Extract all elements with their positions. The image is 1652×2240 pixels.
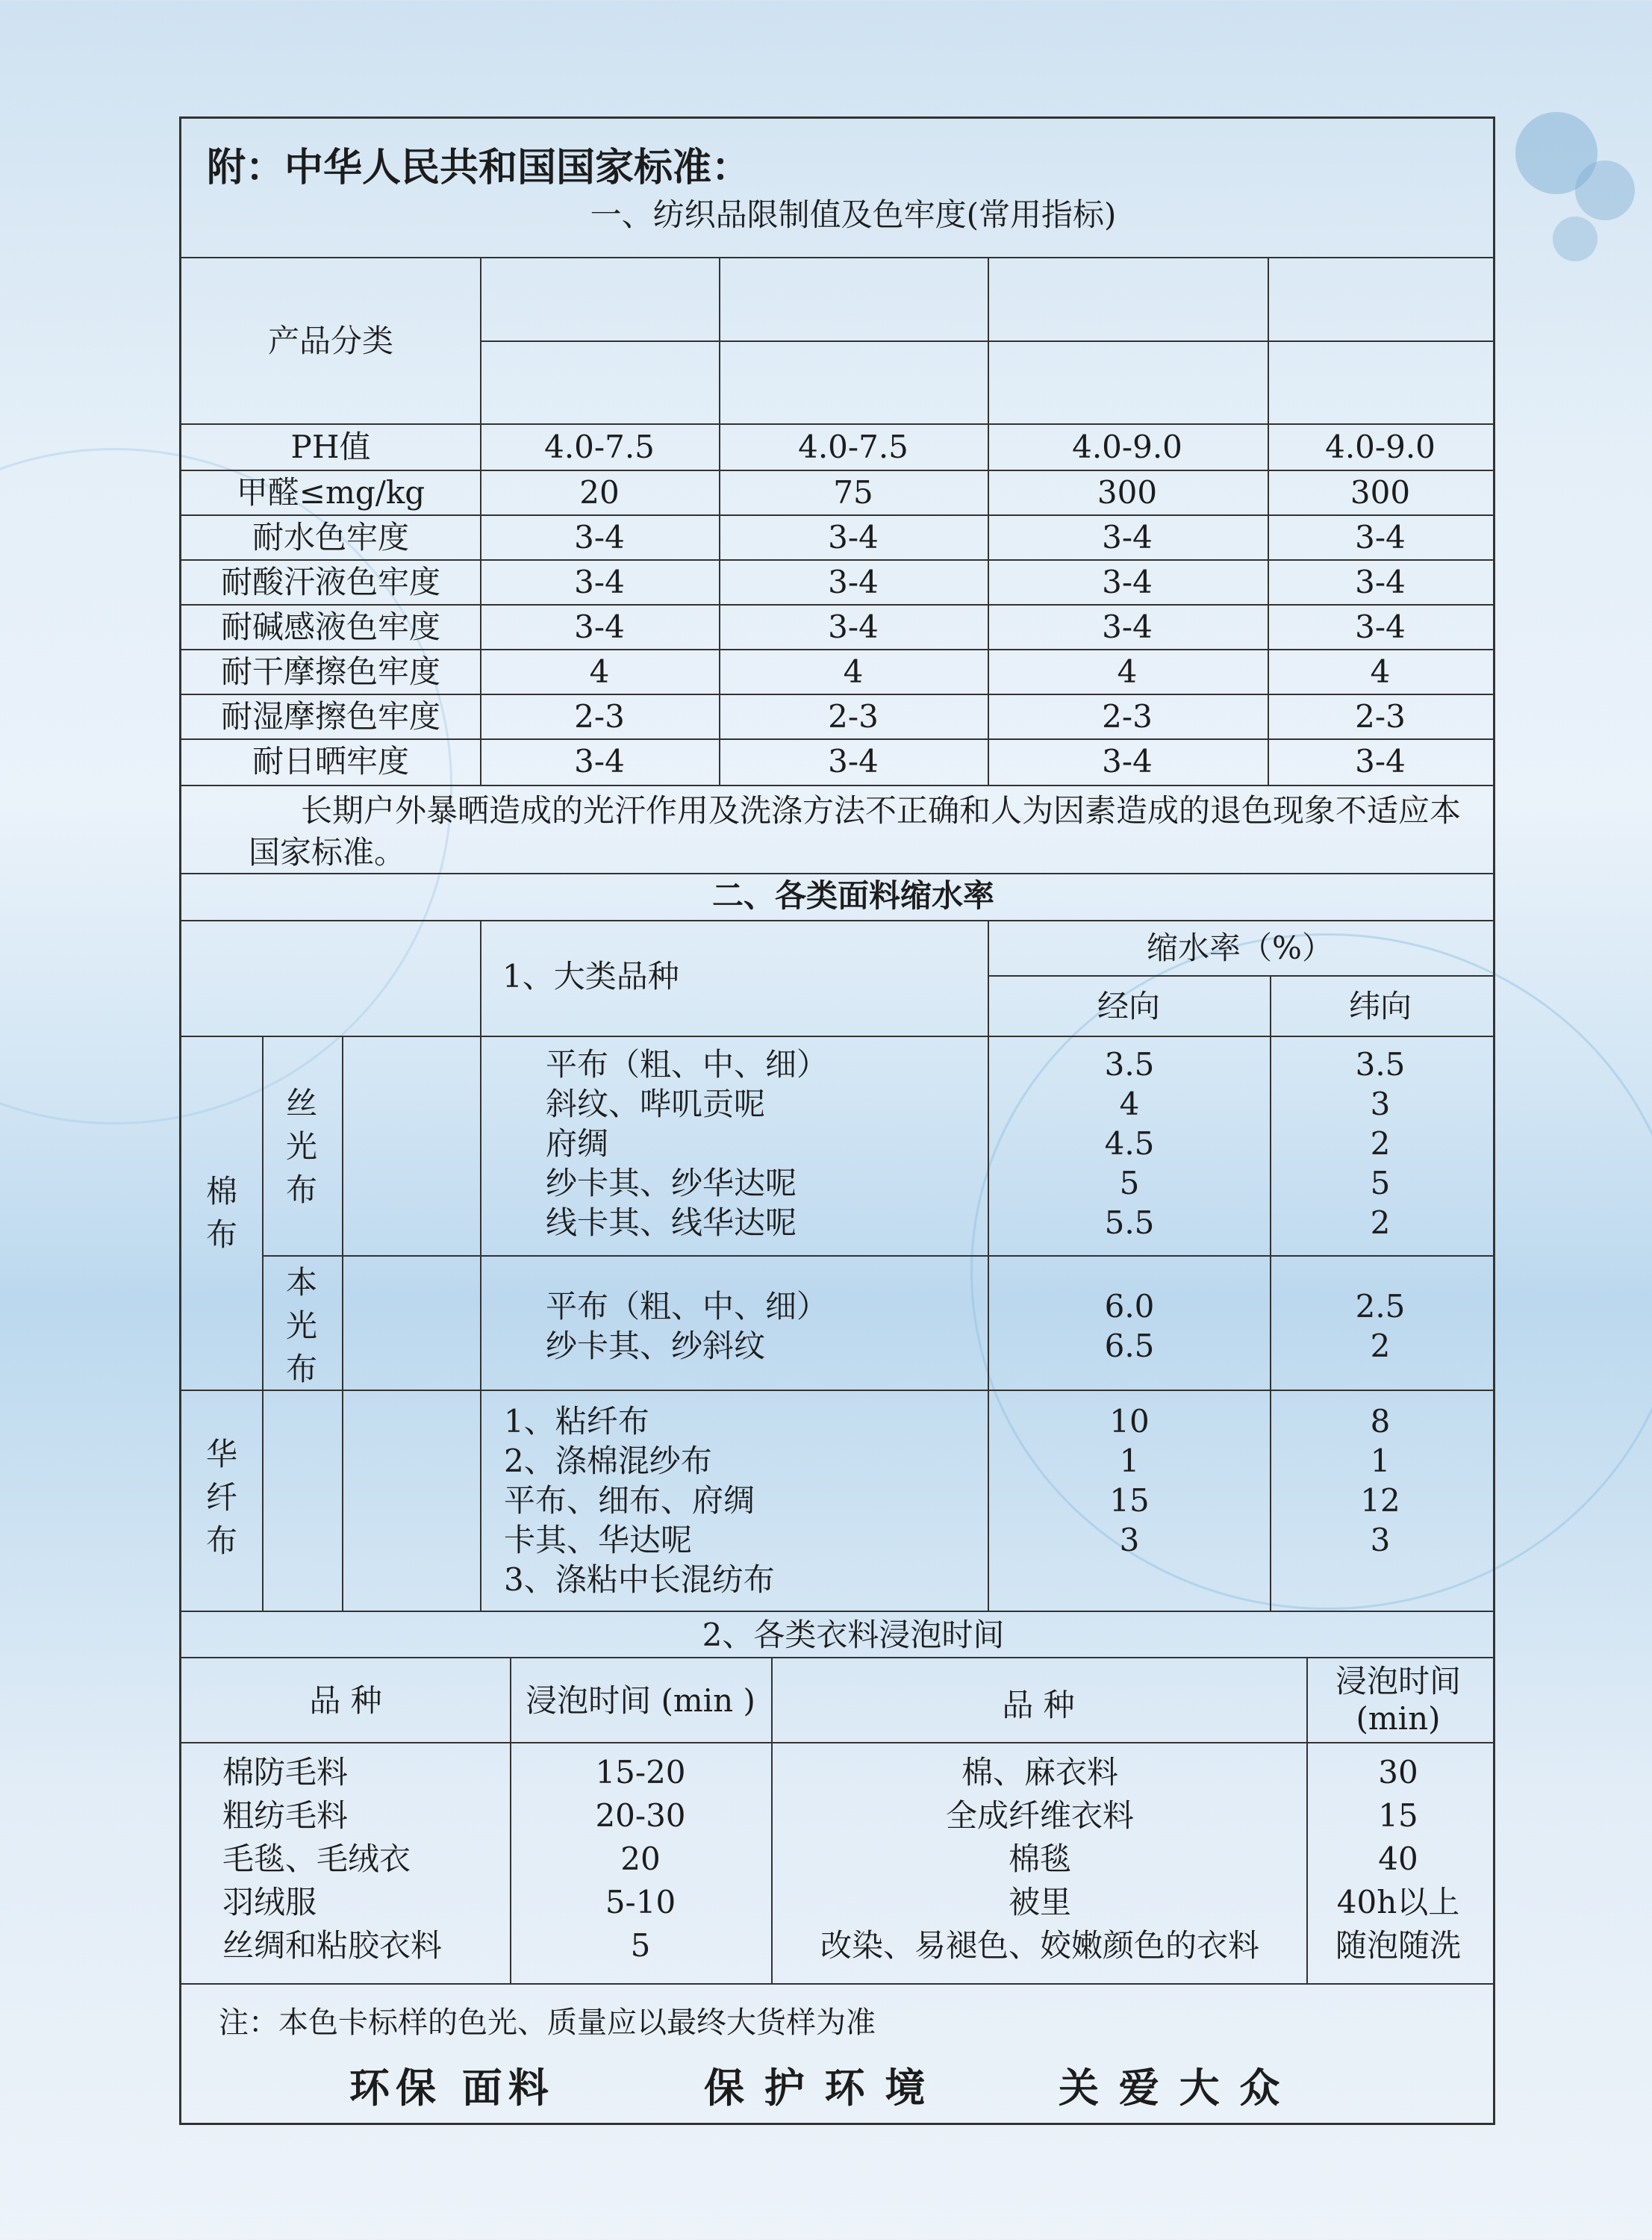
synthetic-items: [504, 1401, 775, 1599]
table-rule: [262, 1255, 1493, 1257]
soak-time: 20-30: [595, 1797, 686, 1834]
soak-header-time-unit: (min): [1356, 1700, 1441, 1737]
group-label-cotton: 棉布: [206, 1173, 238, 1253]
table-cell: 3-4: [828, 519, 879, 556]
list-item: 棉毯: [1008, 1841, 1071, 1877]
table-cell: 3-4: [574, 743, 625, 780]
table-rule: [181, 423, 1493, 425]
soak-time: 5: [630, 1927, 651, 1964]
mercerized-items: [546, 1045, 828, 1242]
weft-value: 1: [1370, 1443, 1391, 1479]
table-rule: [988, 975, 1493, 977]
row-label: 耐碱感液色牢度: [220, 609, 441, 645]
table-cell: 3-4: [1102, 743, 1153, 780]
table-rule: [181, 559, 1493, 561]
plain-warp: [1077, 1287, 1182, 1366]
table-rule: [1270, 975, 1271, 1611]
slogan-care-public: 关 爱 大 众: [1059, 2064, 1283, 2112]
list-item: 平布、细布、府绸: [504, 1482, 755, 1519]
table-cell: 2-3: [574, 698, 625, 735]
table-cell: 3-4: [1355, 564, 1406, 600]
list-item: 全成纤维衣料: [945, 1797, 1134, 1834]
table-cell: 3-4: [1355, 519, 1406, 556]
table-cell: 4: [1370, 653, 1391, 690]
list-item: 卡其、华达呢: [504, 1522, 693, 1558]
table-cell: 3-4: [1102, 609, 1153, 645]
weft-value: 2.5: [1355, 1288, 1406, 1325]
table-rule: [181, 785, 1493, 786]
row-label: 耐干摩擦色牢度: [220, 653, 441, 690]
warp-value: 10: [1109, 1403, 1150, 1440]
list-item: 羽绒服: [222, 1884, 317, 1920]
weft-value: 2: [1370, 1328, 1391, 1364]
warp-value: 6.5: [1104, 1328, 1155, 1364]
table-cell: 2-3: [1355, 698, 1406, 735]
list-item: 纱卡其、纱斜纹: [546, 1328, 766, 1364]
list-item: 棉、麻衣料: [961, 1754, 1118, 1791]
soak-time: 20: [620, 1841, 661, 1877]
section1-title: 一、纺织品限制值及色牢度(常用指标): [590, 196, 1117, 233]
table-rule: [719, 257, 720, 785]
soak-time: 随泡随洗: [1335, 1927, 1461, 1964]
table-rule: [480, 920, 481, 1611]
warp-value: 4.5: [1104, 1125, 1155, 1162]
mercerized-weft: [1328, 1045, 1433, 1242]
background-bubble: [1515, 112, 1598, 194]
list-item: 斜纹、哔叽贡呢: [546, 1086, 766, 1122]
slogan-eco-fabric: 环保 面料: [349, 2064, 555, 2112]
table-rule: [480, 257, 481, 785]
table-rule: [480, 340, 1493, 342]
plain-weft: [1328, 1287, 1433, 1366]
weft-value: 12: [1360, 1482, 1400, 1519]
table-cell: 4: [1117, 653, 1138, 690]
table-rule: [988, 257, 989, 785]
table-cell: 300: [1097, 474, 1158, 511]
weft-value: 2: [1370, 1204, 1391, 1241]
table-rule: [181, 694, 1493, 695]
warp-value: 3.5: [1104, 1046, 1155, 1083]
warp-value: 5: [1119, 1165, 1140, 1201]
soak-right-items: [779, 1751, 1301, 1967]
table-rule: [1268, 257, 1269, 785]
warp-value: 15: [1109, 1482, 1150, 1519]
table-cell: 2-3: [828, 698, 879, 735]
list-item: 改染、易褪色、姣嫩颜色的衣料: [820, 1927, 1259, 1964]
header-warp: 经向: [1097, 988, 1161, 1024]
row-label: 耐酸汗液色牢度: [220, 564, 441, 600]
table-rule: [1306, 1657, 1308, 1983]
table-rule: [181, 257, 1493, 258]
soak-header-variety-2: 品 种: [1002, 1687, 1075, 1723]
weft-value: 5: [1370, 1165, 1391, 1201]
list-item: 粗纺毛料: [222, 1797, 349, 1834]
table-rule: [181, 470, 1493, 471]
list-item: 线卡其、线华达呢: [546, 1204, 797, 1241]
soak-left-times: [547, 1751, 734, 1967]
synthetic-warp: [1077, 1401, 1182, 1560]
table-cell: 4: [843, 653, 864, 690]
soak-time: 5-10: [605, 1884, 676, 1920]
row-label: 耐日晒牢度: [252, 743, 410, 780]
table-cell: 4: [589, 653, 610, 690]
table-cell: 4.0-9.0: [1325, 429, 1436, 465]
plain-items: [546, 1287, 828, 1366]
list-item: 平布（粗、中、细）: [546, 1046, 829, 1083]
warp-value: 5.5: [1104, 1204, 1155, 1241]
table1-note-line2: 国家标准。: [249, 834, 406, 871]
table-cell: 4.0-7.5: [798, 429, 908, 465]
table-cell: 3-4: [574, 519, 625, 556]
table-cell: 3-4: [574, 564, 625, 600]
soak-header-variety: 品 种: [309, 1682, 382, 1719]
footer-note: 注：本色卡标样的色光、质量应以最终大货样为准: [219, 2006, 876, 2040]
list-item: 3、涤粘中长混纺布: [504, 1561, 775, 1598]
list-item: 毛毯、毛绒衣: [222, 1841, 411, 1877]
sub-label-mercerized: 丝光布: [286, 1085, 318, 1208]
table-rule: [181, 920, 1493, 921]
table-cell: 300: [1350, 474, 1411, 511]
table-rule: [262, 1036, 264, 1611]
warp-value: 4: [1119, 1086, 1140, 1122]
soak-time: 40h以上: [1336, 1884, 1460, 1920]
table-cell: 3-4: [828, 743, 879, 780]
table-cell: 3-4: [828, 609, 879, 645]
table-rule: [181, 1390, 1493, 1391]
soak-time: 40: [1378, 1841, 1418, 1877]
table-rule: [181, 514, 1493, 516]
table1-note-line1: 长期户外暴晒造成的光汗作用及洗涤方法不正确和人为因素造成的退色现象不适应本: [301, 792, 1462, 829]
row-label: 甲醛≤mg/kg: [236, 474, 426, 511]
slogan-protect-environment: 保 护 环 境: [704, 2064, 929, 2112]
section2-title: 二、各类面料缩水率: [711, 877, 995, 914]
table-cell: 75: [833, 474, 873, 511]
table-cell: 3-4: [1102, 564, 1153, 600]
background-bubble: [1575, 161, 1635, 220]
mercerized-warp: [1077, 1045, 1182, 1242]
header-variety: 1、大类品种: [502, 958, 679, 995]
table-rule: [181, 1657, 1493, 1658]
weft-value: 3: [1370, 1522, 1391, 1558]
table-cell: 4.0-9.0: [1072, 429, 1182, 465]
warp-value: 1: [1119, 1443, 1140, 1479]
table-rule: [181, 738, 1493, 740]
table-rule: [988, 920, 989, 1611]
table-rule: [181, 1036, 1493, 1037]
table-cell: 3-4: [1355, 609, 1406, 645]
table-cell: 3-4: [1102, 519, 1153, 556]
table-cell: 2-3: [1102, 698, 1153, 735]
standards-document: [179, 116, 1495, 2125]
product-category-label: 产品分类: [267, 323, 394, 359]
list-item: 1、粘纤布: [504, 1403, 649, 1440]
table-cell: 3-4: [828, 564, 879, 600]
group-label-synthetic: 华纤布: [206, 1436, 238, 1559]
table-rule: [181, 1742, 1493, 1743]
soak-right-times: [1309, 1751, 1488, 1967]
row-label: PH值: [290, 429, 371, 465]
document-title: 附：中华人民共和国国家标准：: [207, 145, 751, 190]
table-rule: [510, 1657, 511, 1983]
weft-value: 3.5: [1355, 1046, 1406, 1083]
header-shrink-rate: 缩水率（%）: [1147, 930, 1333, 966]
table-rule: [181, 649, 1493, 650]
table-cell: 20: [579, 474, 620, 511]
list-item: 府绸: [546, 1125, 609, 1162]
soak-time: 15: [1378, 1797, 1418, 1834]
soak-header-time-2: 浸泡时间: [1335, 1663, 1462, 1699]
synthetic-weft: [1328, 1401, 1433, 1560]
list-item: 平布（粗、中、细）: [546, 1288, 829, 1325]
weft-value: 8: [1370, 1403, 1391, 1440]
list-item: 丝绸和粘胶衣料: [222, 1927, 443, 1964]
table-rule: [181, 1611, 1493, 1612]
section3-title: 2、各类衣料浸泡时间: [702, 1617, 1005, 1653]
soak-header-time: 浸泡时间 (min ): [526, 1682, 755, 1719]
weft-value: 3: [1370, 1086, 1391, 1122]
table-rule: [181, 873, 1493, 874]
header-weft: 纬向: [1348, 988, 1412, 1024]
table-rule: [181, 604, 1493, 606]
table-rule: [771, 1657, 773, 1983]
table-rule: [181, 1983, 1493, 1985]
weft-value: 2: [1370, 1125, 1391, 1162]
row-label: 耐湿摩擦色牢度: [220, 698, 441, 735]
table-cell: 3-4: [1355, 743, 1406, 780]
row-label: 耐水色牢度: [252, 519, 410, 556]
soak-time: 30: [1378, 1754, 1418, 1791]
soak-time: 15-20: [595, 1754, 686, 1791]
table-cell: 4.0-7.5: [544, 429, 655, 465]
table-cell: 3-4: [574, 609, 625, 645]
list-item: 纱卡其、纱华达呢: [546, 1165, 797, 1201]
list-item: 棉防毛料: [222, 1754, 349, 1791]
background-bubble: [1553, 217, 1598, 261]
list-item: 被里: [1008, 1884, 1071, 1920]
sub-label-plain: 本光布: [286, 1264, 318, 1387]
list-item: 2、涤棉混纱布: [504, 1443, 712, 1479]
soak-left-items: [222, 1751, 442, 1967]
warp-value: 6.0: [1104, 1288, 1155, 1325]
warp-value: 3: [1119, 1522, 1140, 1558]
table-rule: [342, 1036, 343, 1611]
